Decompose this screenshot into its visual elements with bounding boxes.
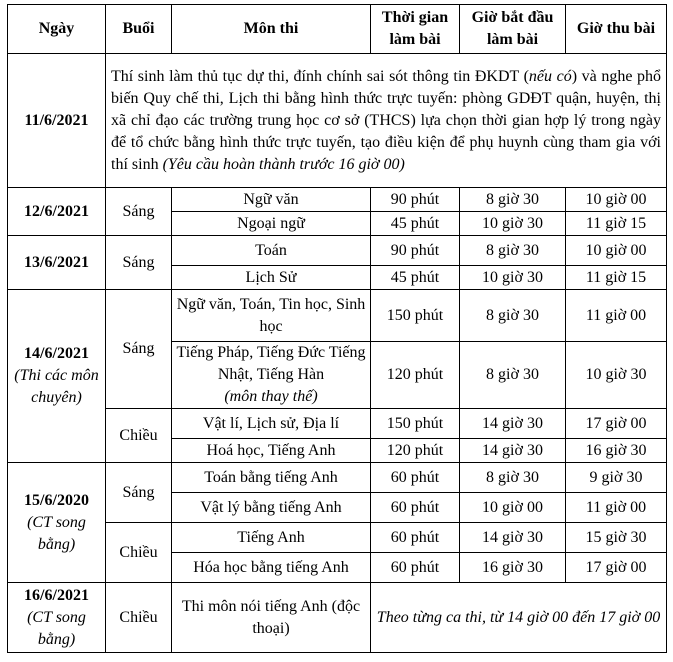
end-cell: 11 giờ 15 <box>566 266 667 290</box>
subject-cell: Hóa học bằng tiếng Anh <box>172 553 371 583</box>
duration-cell: 60 phút <box>371 523 460 553</box>
time-note-cell: Theo từng ca thi, từ 14 giờ 00 đến 17 giờ 00 <box>371 583 667 653</box>
subject-note: (môn thay thế) <box>224 388 318 405</box>
start-cell: 14 giờ 30 <box>460 409 566 439</box>
day-date: 16/6/2021 <box>24 586 89 604</box>
day-cell: 11/6/2021 <box>8 54 106 188</box>
start-cell: 8 giờ 30 <box>460 236 566 266</box>
start-cell: 10 giờ 30 <box>460 266 566 290</box>
day-cell <box>8 463 106 583</box>
notice-text-b: nếu có <box>528 67 572 85</box>
subject-cell <box>172 342 371 409</box>
subject-cell: Hoá học, Tiếng Anh <box>172 439 371 463</box>
header-row <box>8 5 667 54</box>
subject-cell: Toán bằng tiếng Anh <box>172 463 371 493</box>
day-note: (CT song bằng) <box>27 513 86 553</box>
header-start: Giờ bắt đầu làm bài <box>460 5 566 54</box>
end-cell: 10 giờ 00 <box>566 188 667 212</box>
table-row <box>8 236 667 266</box>
table-row <box>8 188 667 212</box>
day-note: (Thi các môn chuyên) <box>14 367 99 406</box>
subject-cell: Ngoại ngữ <box>172 212 371 236</box>
duration-cell: 45 phút <box>371 212 460 236</box>
session-cell: Sáng <box>106 188 172 236</box>
notice-text-c: ) và nghe phổ biến Quy chế thi, Lịch thi bằng hình thức trực tuyến: phòng GDĐT quận, huyện, thị xã chỉ đạo các trường trung học cơ sở (THCS) lựa chọn thời gian hợp lý trong ngày để tổ chức bằng hình thức trực tuyến, tạo điều kiện để phụ huynh cùng tham gia với thí sinh <box>111 67 662 173</box>
end-cell: 10 giờ 00 <box>566 236 667 266</box>
table-row <box>8 463 667 493</box>
duration-cell: 45 phút <box>371 266 460 290</box>
end-cell: 17 giờ 00 <box>566 553 667 583</box>
end-cell: 15 giờ 30 <box>566 523 667 553</box>
subject-cell: Vật lý bằng tiếng Anh <box>172 493 371 523</box>
duration-cell: 150 phút <box>371 290 460 342</box>
notice-text-d: (Yêu cầu hoàn thành trước 16 giờ 00) <box>162 155 405 173</box>
start-cell: 10 giờ 30 <box>460 212 566 236</box>
subject-cell: Ngữ văn <box>172 188 371 212</box>
subject-text: Tiếng Pháp, Tiếng Đức Tiếng Nhật, Tiếng Hàn <box>176 344 366 383</box>
subject-cell: Lịch Sử <box>172 266 371 290</box>
session-cell: Chiều <box>106 409 172 463</box>
end-cell: 9 giờ 30 <box>566 463 667 493</box>
end-cell: 16 giờ 30 <box>566 439 667 463</box>
day-cell: 13/6/2021 <box>8 236 106 290</box>
day-cell: 12/6/2021 <box>8 188 106 236</box>
duration-cell: 60 phút <box>371 493 460 523</box>
table-row <box>8 523 667 553</box>
end-cell: 11 giờ 00 <box>566 290 667 342</box>
subject-cell: Tiếng Anh <box>172 523 371 553</box>
notice-text-a: Thí sinh làm thủ tục dự thi, đính chính sai sót thông tin ĐKDT ( <box>111 67 529 85</box>
table-row <box>8 290 667 342</box>
session-cell: Chiều <box>106 523 172 583</box>
duration-cell: 120 phút <box>371 342 460 409</box>
session-cell: Chiều <box>106 583 172 653</box>
day-cell <box>8 583 106 653</box>
subject-cell: Toán <box>172 236 371 266</box>
day-note: (CT song bằng) <box>27 608 86 648</box>
end-cell: 17 giờ 00 <box>566 409 667 439</box>
start-cell: 8 giờ 30 <box>460 463 566 493</box>
start-cell: 14 giờ 30 <box>460 439 566 463</box>
duration-cell: 60 phút <box>371 463 460 493</box>
end-cell: 11 giờ 15 <box>566 212 667 236</box>
day-date: 14/6/2021 <box>24 345 89 362</box>
exam-schedule-table <box>7 4 667 653</box>
end-cell: 10 giờ 30 <box>566 342 667 409</box>
session-cell: Sáng <box>106 290 172 409</box>
duration-cell: 150 phút <box>371 409 460 439</box>
table-row <box>8 54 667 188</box>
header-end: Giờ thu bài <box>566 5 667 54</box>
end-cell: 11 giờ 00 <box>566 493 667 523</box>
notice-cell <box>106 54 667 188</box>
header-day: Ngày <box>8 5 106 54</box>
header-subject: Môn thi <box>172 5 371 54</box>
start-cell: 8 giờ 30 <box>460 342 566 409</box>
start-cell: 8 giờ 30 <box>460 290 566 342</box>
day-date: 15/6/2020 <box>24 491 89 509</box>
duration-cell: 60 phút <box>371 553 460 583</box>
subject-cell: Vật lí, Lịch sử, Địa lí <box>172 409 371 439</box>
table-row <box>8 409 667 439</box>
day-cell <box>8 290 106 463</box>
start-cell: 16 giờ 30 <box>460 553 566 583</box>
start-cell: 8 giờ 30 <box>460 188 566 212</box>
session-cell: Sáng <box>106 236 172 290</box>
subject-cell: Thi môn nói tiếng Anh (độc thoại) <box>172 583 371 653</box>
duration-cell: 90 phút <box>371 188 460 212</box>
session-cell: Sáng <box>106 463 172 523</box>
start-cell: 10 giờ 00 <box>460 493 566 523</box>
subject-cell: Ngữ văn, Toán, Tin học, Sinh học <box>172 290 371 342</box>
start-cell: 14 giờ 30 <box>460 523 566 553</box>
header-duration: Thời gian làm bài <box>371 5 460 54</box>
duration-cell: 90 phút <box>371 236 460 266</box>
header-session: Buổi <box>106 5 172 54</box>
duration-cell: 120 phút <box>371 439 460 463</box>
table-row <box>8 583 667 653</box>
